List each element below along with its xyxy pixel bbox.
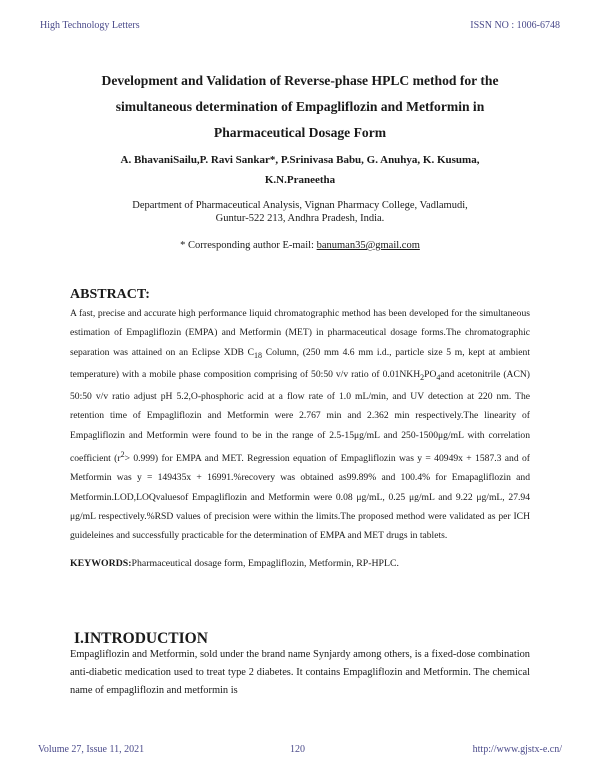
authors-line-2: K.N.Praneetha xyxy=(264,174,336,186)
abstract-body xyxy=(70,304,530,546)
abstract-part-3: PO xyxy=(424,368,437,380)
corresponding-author xyxy=(70,240,530,251)
journal-name: High Technology Letters xyxy=(40,20,140,31)
paper-title xyxy=(70,68,530,146)
keywords xyxy=(70,558,530,569)
title-line-1: Development and Validation of Reverse-phase HPLC method for the xyxy=(101,73,499,88)
affiliation-line-2: Guntur-522 213, Andhra Pradesh, India. xyxy=(215,213,385,224)
keywords-label: KEYWORDS: xyxy=(70,558,132,569)
affiliation xyxy=(70,199,530,225)
author-list xyxy=(65,150,535,190)
title-line-2: simultaneous determination of Empagliflozin and Metformin in xyxy=(115,99,485,114)
corresponding-label: * Corresponding author E-mail: xyxy=(180,240,317,251)
journal-url[interactable]: http://www.gjstx-e.cn/ xyxy=(472,744,562,755)
po4-subscript: 4 xyxy=(436,372,441,382)
abstract-part-5: > 0.999) for EMPA and MET. Regression equation of Empagliflozin was y = 40949x + 1587.3 and of Metformin was y = 149435x + 16991.%recovery was obtained as99.89% and 100.4% for Emapagliflozin and Metformin.LOD,LOQvaluesof Empagliflozin and Metformin were 0.08 μg/mL, 0.25 μg/mL and 9.22 μg/mL, 27.94 μg/mL respectively.%RSD values of precision were within the limits.The proposed method were validated as per ICH guideleines and successfully practicable for the determination of EMPA and MET drugs in tablets. xyxy=(70,453,530,542)
affiliation-line-1: Department of Pharmaceutical Analysis, Vignan Pharmacy College, Vadlamudi, xyxy=(132,200,468,211)
abstract-part-1: A fast, precise and accurate high performance liquid chromatographic method has been developed for the simultaneous estimation of Empagliflozin (EMPA) and Metformin (MET) in pharmaceutical dosage forms.The chromatographic separation was attained on an Eclipse XDB C xyxy=(70,308,530,358)
page-number: 120 xyxy=(290,744,305,755)
title-line-3: Pharmaceutical Dosage Form xyxy=(213,125,387,140)
authors-line-1: A. BhavaniSailu,P. Ravi Sankar*, P.Srinivasa Babu, G. Anuhya, K. Kusuma, xyxy=(120,154,480,166)
introduction-body: Empagliflozin and Metformin, sold under the brand name Synjardy among others, is a fixed-dose combination anti-diabetic medication used to treat type 2 diabetes. It contains Empagliflozin and Metformin. The chemical name of empagliflozin and metformin is xyxy=(70,649,530,696)
introduction-heading: I.INTRODUCTION xyxy=(74,630,208,647)
volume-issue: Volume 27, Issue 11, 2021 xyxy=(38,744,145,755)
abstract-heading: ABSTRACT: xyxy=(70,287,150,302)
issn-number: ISSN NO : 1006-6748 xyxy=(470,20,560,31)
abstract-part-4: and acetonitrile (ACN) 50:50 v/v ratio adjust pH 5.2,O-phosphoric acid at a flow rate of 1.0 mL/min, and UV detection at 220 nm. The retention time of Empagliflozin and Metformin were 2.767 min and 2.362 min respectively.The linearity of Empagliflozin and Metformin were found to be in the range of 2.5-15μg/mL and 250-1500μg/mL with correlation coefficient (r xyxy=(70,368,530,465)
abstract-part-2: Column, (250 mm 4.6 mm i.d., particle size 5 m, kept at ambient temperature) with a mobile phase composition comprising of 50:50 v/v ratio of 0.01NKH xyxy=(70,346,530,380)
r2-superscript: 2 xyxy=(120,449,125,459)
keywords-text: Pharmaceutical dosage form, Empagliflozin, Metformin, RP-HPLC. xyxy=(131,558,399,569)
c18-subscript: 18 xyxy=(254,350,263,360)
email-link[interactable]: banuman35@gmail.com xyxy=(316,240,420,251)
h2-subscript: 2 xyxy=(420,372,425,382)
